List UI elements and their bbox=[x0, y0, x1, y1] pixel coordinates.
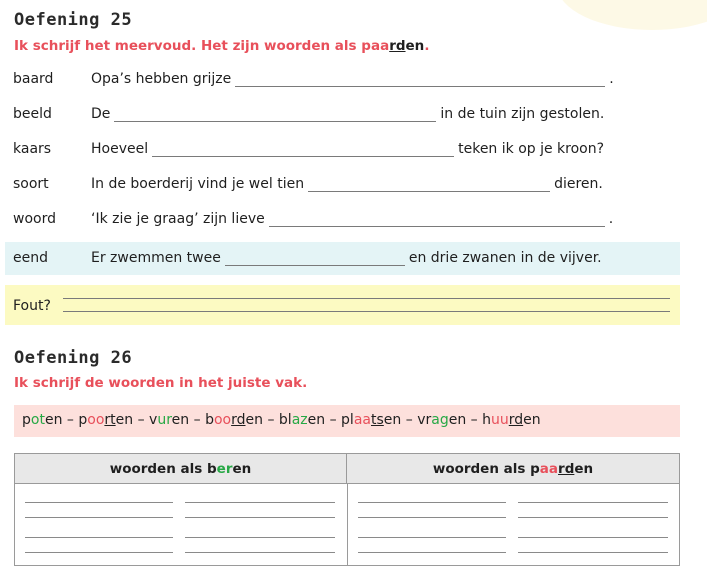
exercise-26-instruction: Ik schrijf de woorden in het juiste vak. bbox=[14, 375, 308, 391]
row-sentence bbox=[91, 211, 672, 227]
sentence-before: Hoeveel bbox=[91, 141, 149, 157]
answer-line[interactable] bbox=[358, 537, 506, 538]
exercise-row bbox=[5, 204, 680, 234]
corner-decoration bbox=[557, 0, 707, 30]
sentence-before: De bbox=[91, 106, 111, 122]
sentence-after: . bbox=[609, 71, 614, 87]
sentence-after: en drie zwanen in de vijver. bbox=[408, 250, 602, 266]
fout-line[interactable] bbox=[63, 298, 670, 299]
row-sentence bbox=[91, 106, 672, 122]
row-word: beeld bbox=[13, 106, 52, 122]
word-separator: – bbox=[325, 412, 342, 428]
word-separator: – bbox=[133, 412, 150, 428]
answer-blank[interactable] bbox=[308, 178, 550, 192]
word-bank-item: plaatsen bbox=[341, 412, 402, 428]
answer-line[interactable] bbox=[25, 537, 173, 538]
exercise-26-title: Oefening 26 bbox=[14, 348, 133, 368]
example-word-ending: en bbox=[405, 38, 425, 54]
answer-line[interactable] bbox=[518, 552, 668, 553]
answer-blank[interactable] bbox=[269, 213, 605, 227]
exercise-row bbox=[5, 64, 680, 94]
answer-line[interactable] bbox=[358, 517, 506, 518]
row-sentence bbox=[91, 250, 672, 266]
answer-blank[interactable] bbox=[152, 143, 454, 157]
row-word: kaars bbox=[13, 141, 52, 157]
row-word: eend bbox=[13, 250, 48, 266]
example-word-part: p bbox=[361, 38, 371, 54]
example-word-consonants: rd bbox=[389, 38, 406, 54]
table-header-beren: woorden als beren bbox=[15, 454, 347, 484]
answer-blank[interactable] bbox=[114, 108, 436, 122]
answer-line[interactable] bbox=[358, 552, 506, 553]
word-bank-item: poorten bbox=[78, 412, 134, 428]
exercise-25-title: Oefening 25 bbox=[14, 10, 133, 30]
exercise-25-instruction bbox=[14, 38, 429, 54]
row-word: baard bbox=[13, 71, 54, 87]
answer-line[interactable] bbox=[358, 502, 506, 503]
instruction-text: Ik schrijf het meervoud. Het zijn woorden als bbox=[14, 38, 362, 54]
answer-line[interactable] bbox=[185, 537, 335, 538]
exercise-row bbox=[5, 99, 680, 129]
exercise-row bbox=[5, 134, 680, 164]
sentence-before: Er zwemmen twee bbox=[91, 250, 221, 266]
exercise-row-highlighted bbox=[5, 242, 680, 275]
fout-label: Fout? bbox=[13, 298, 51, 314]
answer-line[interactable] bbox=[518, 502, 668, 503]
word-bank-item: boorden bbox=[205, 412, 264, 428]
answer-line[interactable] bbox=[518, 517, 668, 518]
word-separator: – bbox=[466, 412, 483, 428]
row-sentence bbox=[91, 71, 672, 87]
answer-line[interactable] bbox=[185, 552, 335, 553]
sentence-before: Opa’s hebben grijze bbox=[91, 71, 232, 87]
word-bank bbox=[14, 405, 680, 437]
row-sentence bbox=[91, 176, 672, 192]
instruction-period: . bbox=[424, 38, 430, 54]
word-bank-item: huurden bbox=[482, 412, 541, 428]
answer-line[interactable] bbox=[25, 552, 173, 553]
fout-box bbox=[5, 285, 680, 325]
sentence-after: teken ik op je kroon? bbox=[458, 141, 605, 157]
table-divider bbox=[347, 484, 348, 565]
word-bank-item: vragen bbox=[417, 412, 467, 428]
sentence-before: In de boerderij vind je wel tien bbox=[91, 176, 305, 192]
word-separator: – bbox=[401, 412, 418, 428]
sentence-before: ‘Ik zie je graag’ zijn lieve bbox=[91, 211, 265, 227]
word-separator: – bbox=[62, 412, 79, 428]
word-bank-item: poten bbox=[22, 412, 63, 428]
answer-line[interactable] bbox=[25, 517, 173, 518]
answer-line[interactable] bbox=[185, 502, 335, 503]
sentence-after: dieren. bbox=[554, 176, 603, 192]
answer-line[interactable] bbox=[185, 517, 335, 518]
sentence-after: . bbox=[608, 211, 614, 227]
row-word: woord bbox=[13, 211, 56, 227]
example-word-vowel: aa bbox=[370, 38, 390, 54]
table-header-paarden: woorden als paarden bbox=[347, 454, 679, 484]
answer-blank[interactable] bbox=[235, 73, 605, 87]
answer-line[interactable] bbox=[25, 502, 173, 503]
word-bank-item: blazen bbox=[278, 412, 326, 428]
sentence-after: in de tuin zijn gestolen. bbox=[440, 106, 605, 122]
answer-blank[interactable] bbox=[225, 252, 405, 266]
row-word: soort bbox=[13, 176, 49, 192]
word-separator: – bbox=[189, 412, 206, 428]
word-bank-item: vuren bbox=[149, 412, 190, 428]
sorting-table bbox=[14, 453, 680, 566]
exercise-row bbox=[5, 169, 680, 199]
word-separator: – bbox=[263, 412, 279, 428]
answer-line[interactable] bbox=[518, 537, 668, 538]
fout-line[interactable] bbox=[63, 311, 670, 312]
row-sentence bbox=[91, 141, 672, 157]
